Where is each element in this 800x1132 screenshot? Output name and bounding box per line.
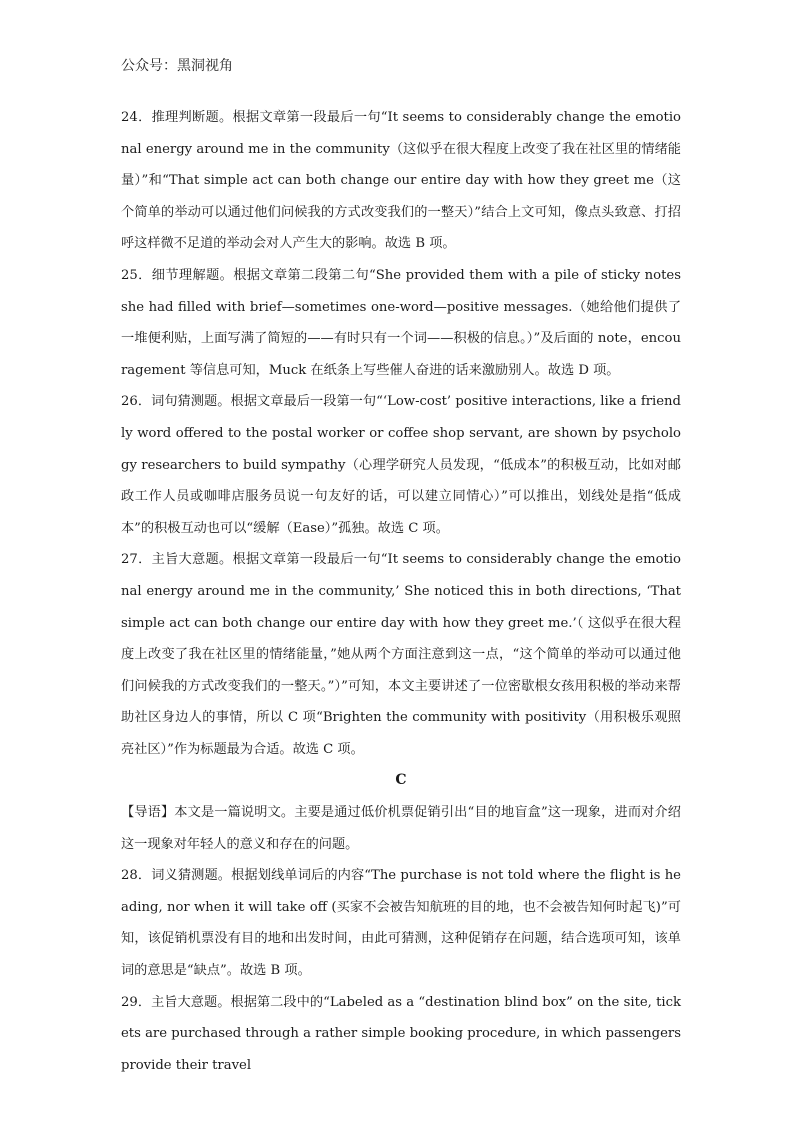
- answer-explanation-28: 28．词义猜测题。根据划线单词后的内容“The purchase is not told where the flight is heading, nor when it will take off (买家不会被告知航班的目的地，也不会被告知何时起飞)”可知，该促销机票没有目的地和出发时间，由此可猜测，这种促销存在问题，结合选项可知，该单词的意思是“缺点”。故选 B 项。: [121, 868, 681, 979]
- answer-explanation-24: 24．推理判断题。根据文章第一段最后一句“It seems to considerably change the emotional energy around me in the community（这似乎在很大程度上改变了我在社区里的情绪能量）”和“That simple act can both change our entire day with how they greet me（这个简单的举动可以通过他们问候我的方式改变我们的一整天）”结合上文可知，像点头致意、打招呼这样微不足道的举动会对人产生大的影响。故选 B 项。: [121, 110, 681, 252]
- passage-guide: 【导语】本文是一篇说明文。主要是通过低价机票促销引出“目的地盲盒”这一现象，进而对介绍这一现象对年轻人的意义和存在的问题。: [121, 805, 681, 852]
- document-body: [121, 102, 681, 1081]
- answer-explanation-25: 25．细节理解题。根据文章第二段第二句“She provided them with a pile of sticky notes she had filled with brief—sometimes one-word—positive messages.（她给他们提供了一堆便利贴，上面写满了简短的——有时只有一个词——积极的信息。）”及后面的 note，encouragement 等信息可知，Muck 在纸条上写些催人奋进的话来激励别人。故选 D 项。: [121, 267, 681, 378]
- answer-explanation-29: 29．主旨大意题。根据第二段中的“Labeled as a “destination blind box” on the site, tickets are purchased through a rather simple booking procedure, in which passengers provide their travel: [121, 994, 681, 1073]
- answer-explanation-26: 26．词句猜测题。根据文章最后一段第一句“‘Low-cost’ positive interactions, like a friendly word offered to the postal worker or coffee shop servant, are shown by psychology researchers to build sympathy（心理学研究人员发现，“低成本”的积极互动，比如对邮政工作人员或咖啡店服务员说一句友好的话，可以建立同情心）”可以推出，划线处是指“低成本”的积极互动也可以“缓解（Ease）”孤独。故选 C 项。: [121, 394, 681, 536]
- page-header: 公众号：黑洞视角: [121, 58, 233, 74]
- answer-explanation-27: 27．主旨大意题。根据文章第一段最后一句“It seems to considerably change the emotional energy around me in the community,’ She noticed this in both directions, ‘That simple act can both change our entire day with how they greet me.’（ 这似乎在很大程度上改变了我在社区里的情绪能量，”她从两个方面注意到这一点，“这个简单的举动可以通过他们问候我的方式改变我们的一整天。”）”可知，本文主要讲述了一位密歇根女孩用积极的举动来帮助社区身边人的事情，所以 C 项“Brighten the community with positivity（用积极乐观照亮社区）”作为标题最为合适。故选 C 项。: [121, 552, 681, 757]
- section-heading-c: C: [395, 772, 407, 789]
